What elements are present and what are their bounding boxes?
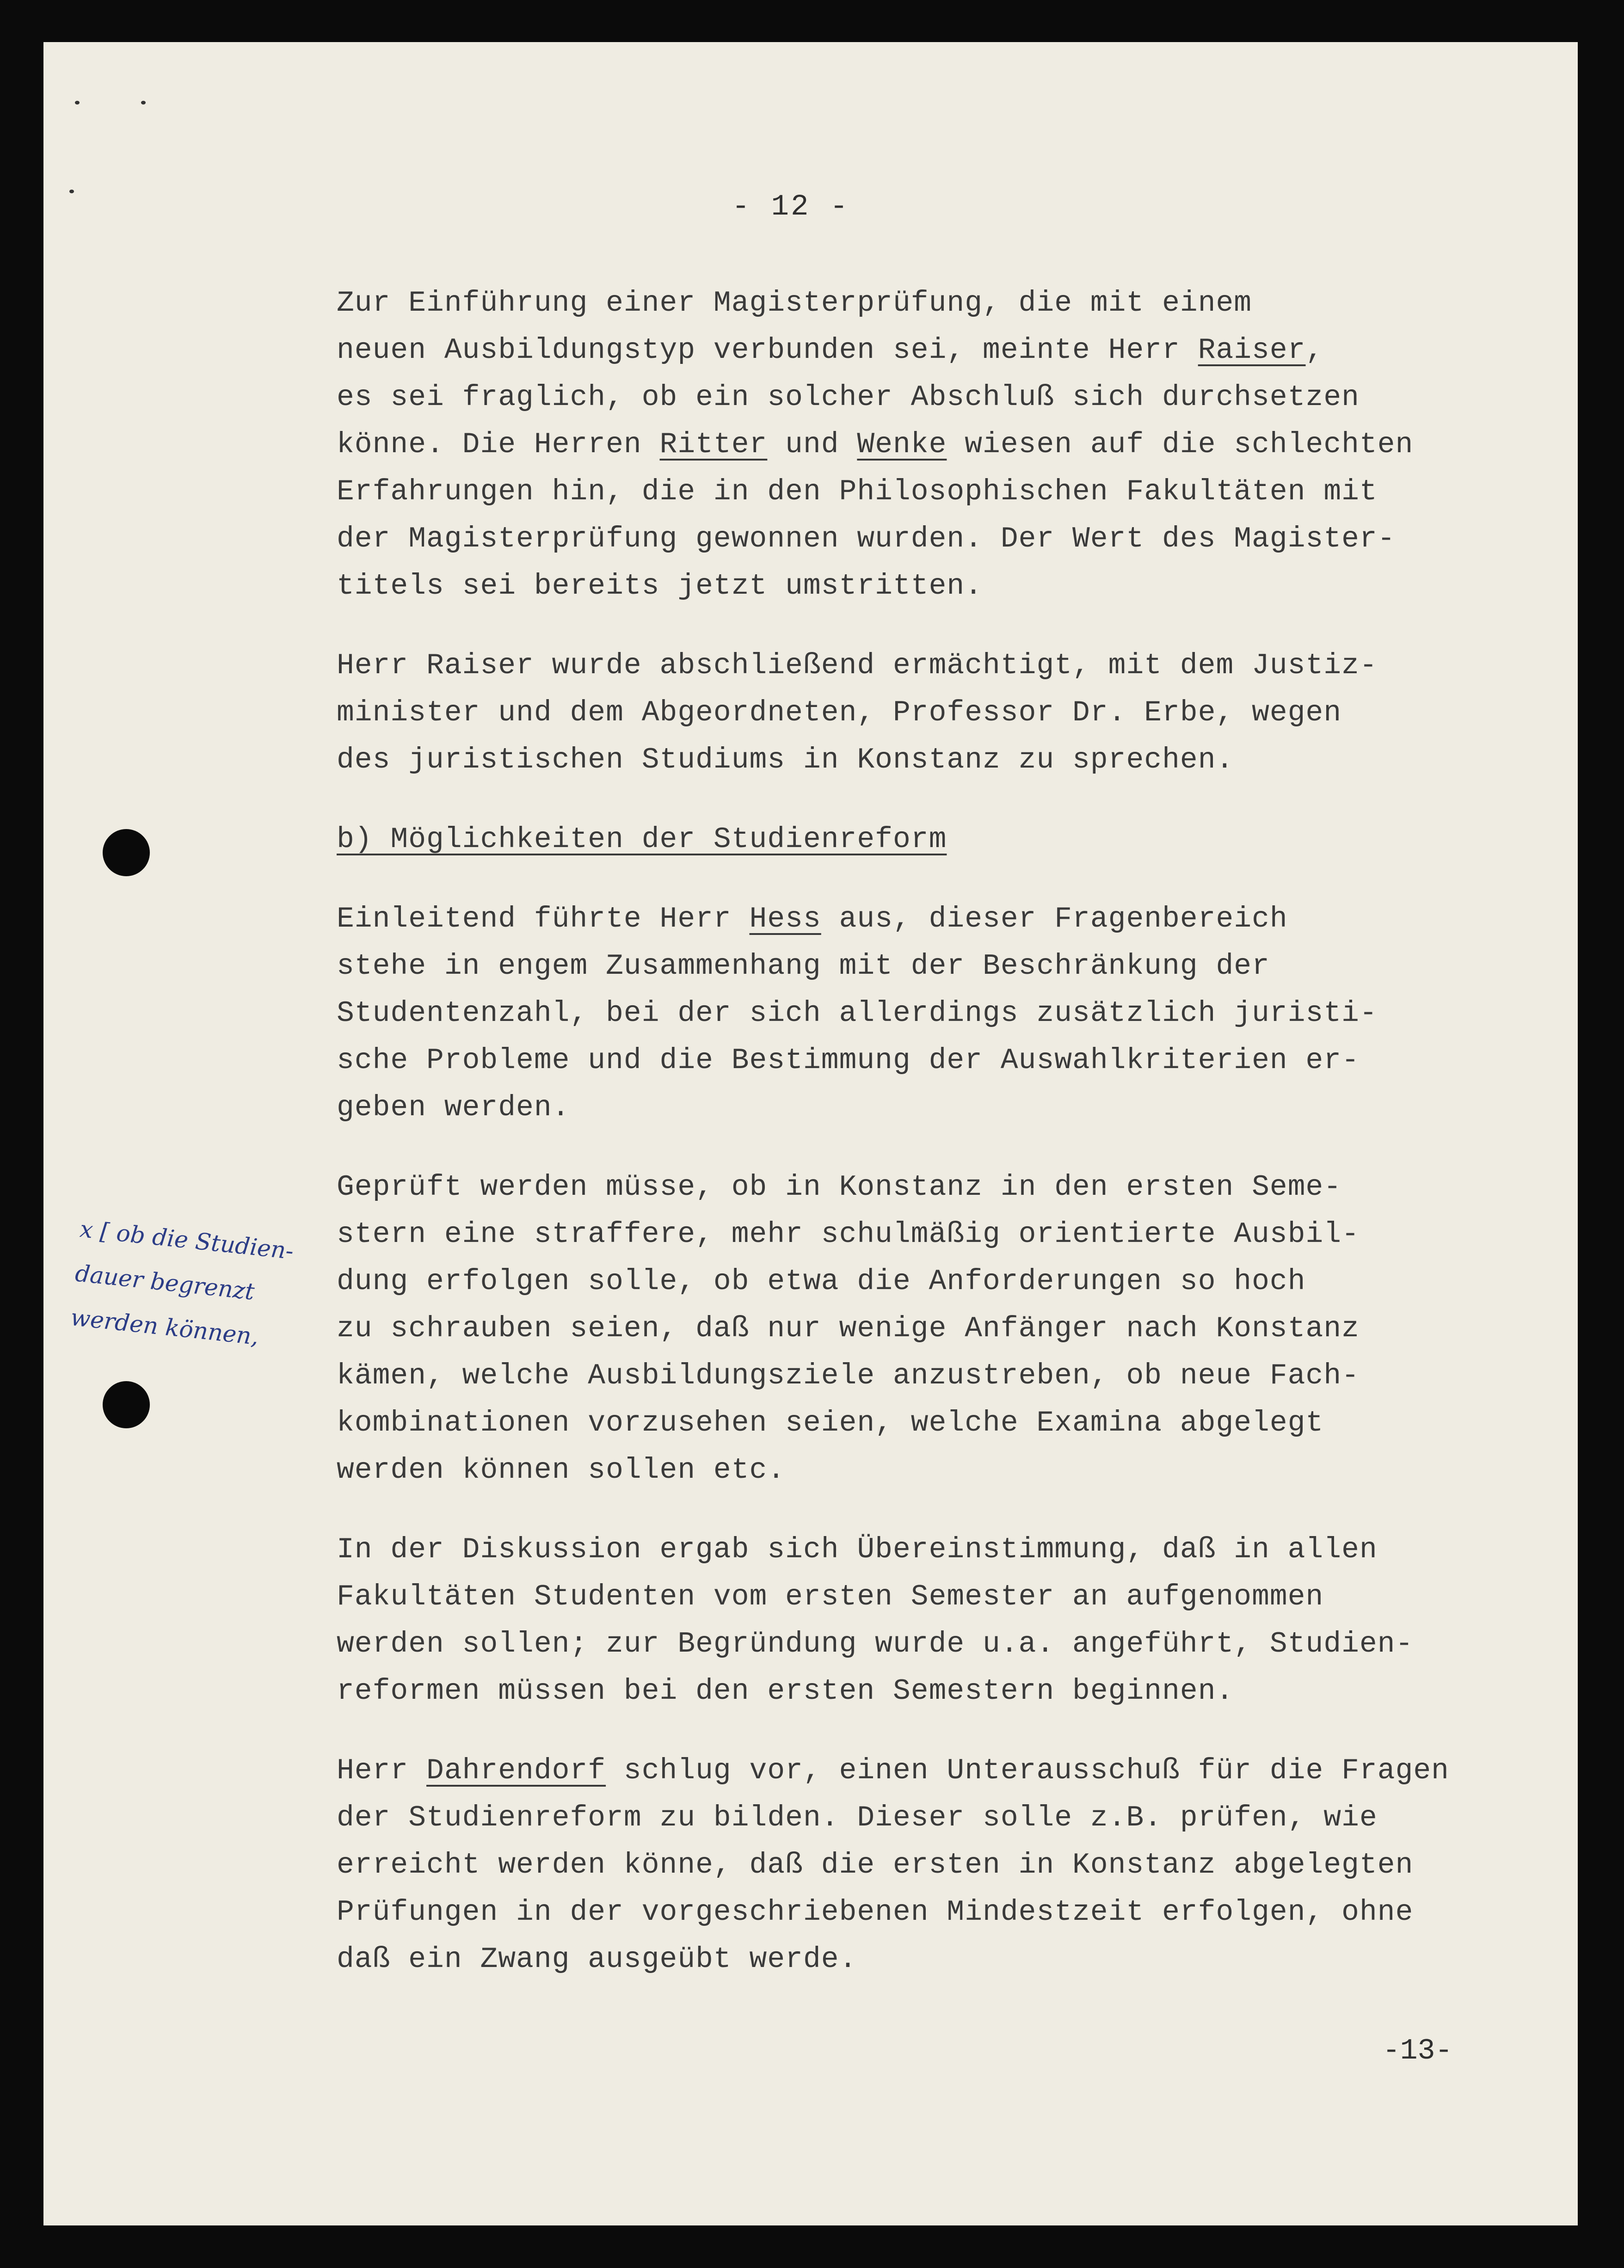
text-line bbox=[337, 1842, 1548, 1889]
margin-note-line: x [ ob die Studien- bbox=[78, 1215, 295, 1265]
text-segment: der Studienreform zu bilden. Dieser solle z.B. prüfen, wie bbox=[337, 1801, 1378, 1834]
text-segment: wiesen auf die schlechten bbox=[947, 428, 1414, 461]
section-heading-block bbox=[337, 816, 1548, 863]
document-body bbox=[337, 280, 1548, 1983]
text-segment: Einleitend führte Herr bbox=[337, 903, 750, 935]
text-line bbox=[337, 943, 1548, 990]
text-line bbox=[337, 737, 1548, 784]
underlined-name: Hess bbox=[749, 903, 821, 935]
text-line bbox=[337, 990, 1548, 1037]
underlined-name: Wenke bbox=[857, 428, 947, 461]
text-segment: Herr bbox=[337, 1754, 427, 1787]
text-line bbox=[337, 1889, 1548, 1936]
paper-speck bbox=[69, 190, 74, 193]
text-segment: Studentenzahl, bei der sich allerdings zusätzlich juristi- bbox=[337, 997, 1378, 1030]
text-segment: werden können sollen etc. bbox=[337, 1454, 786, 1487]
text-segment: Prüfungen in der vorgeschriebenen Mindestzeit erfolgen, ohne bbox=[337, 1896, 1414, 1929]
text-segment: In der Diskussion ergab sich Übereinstimmung, daß in allen bbox=[337, 1533, 1378, 1566]
text-segment: Fakultäten Studenten vom ersten Semester an aufgenommen bbox=[337, 1580, 1324, 1613]
text-line bbox=[337, 1668, 1548, 1715]
text-segment: aus, dieser Fragenbereich bbox=[821, 903, 1288, 935]
text-segment: kämen, welche Ausbildungsziele anzustreben, ob neue Fach- bbox=[337, 1359, 1359, 1392]
text-segment: Zur Einführung einer Magisterprüfung, die mit einem bbox=[337, 287, 1252, 320]
paragraph-gap bbox=[337, 1494, 1548, 1526]
text-segment: könne. Die Herren bbox=[337, 428, 660, 461]
text-segment: schlug vor, einen Unterausschuß für die Fragen bbox=[606, 1754, 1449, 1787]
text-line bbox=[337, 1936, 1548, 1983]
margin-note-line: werden können, bbox=[69, 1303, 260, 1351]
paragraph bbox=[337, 280, 1548, 610]
paragraph-gap bbox=[337, 863, 1548, 896]
text-line bbox=[337, 421, 1548, 468]
text-segment: neuen Ausbildungstyp verbunden sei, meinte Herr bbox=[337, 334, 1198, 367]
text-line bbox=[337, 468, 1548, 516]
text-line bbox=[337, 1258, 1548, 1305]
page-number: - 12 - bbox=[732, 191, 850, 224]
text-line bbox=[337, 1400, 1548, 1447]
paper-speck bbox=[75, 101, 80, 104]
text-line bbox=[337, 374, 1548, 421]
handwritten-margin-note bbox=[68, 1207, 321, 1364]
paragraph bbox=[337, 642, 1548, 784]
underlined-name: Raiser bbox=[1198, 334, 1306, 367]
text-segment: titels sei bereits jetzt umstritten. bbox=[337, 570, 983, 602]
next-page-marker: -13- bbox=[1383, 2034, 1453, 2067]
text-line bbox=[337, 1084, 1548, 1131]
text-segment: es sei fraglich, ob ein solcher Abschluß sich durchsetzen bbox=[337, 381, 1359, 414]
text-line bbox=[337, 1305, 1548, 1352]
underlined-name: Dahrendorf bbox=[426, 1754, 606, 1787]
paragraph-gap bbox=[337, 1715, 1548, 1747]
underlined-name: Ritter bbox=[659, 428, 768, 461]
text-line bbox=[337, 1621, 1548, 1668]
text-segment: Erfahrungen hin, die in den Philosophischen Fakultäten mit bbox=[337, 475, 1378, 508]
paragraph bbox=[337, 1747, 1548, 1983]
text-line bbox=[337, 516, 1548, 563]
paragraph-gap bbox=[337, 610, 1548, 642]
text-line bbox=[337, 1795, 1548, 1842]
paragraph bbox=[337, 1526, 1548, 1715]
punch-hole bbox=[103, 829, 150, 876]
text-segment: kombinationen vorzusehen seien, welche Examina abgelegt bbox=[337, 1407, 1324, 1439]
text-segment: Herr Raiser wurde abschließend ermächtigt, mit dem Justiz- bbox=[337, 649, 1378, 682]
text-segment: , bbox=[1305, 334, 1324, 367]
text-line bbox=[337, 642, 1548, 689]
text-line bbox=[337, 689, 1548, 737]
text-line bbox=[337, 1037, 1548, 1084]
paper-speck bbox=[141, 101, 146, 104]
paragraph bbox=[337, 1164, 1548, 1494]
text-line bbox=[337, 1573, 1548, 1621]
text-segment: daß ein Zwang ausgeübt werde. bbox=[337, 1943, 857, 1976]
margin-note-line: dauer begrenzt bbox=[74, 1260, 256, 1305]
paragraph bbox=[337, 896, 1548, 1131]
text-line bbox=[337, 1747, 1548, 1795]
punch-hole bbox=[103, 1381, 150, 1428]
text-segment: stehe in engem Zusammenhang mit der Beschränkung der bbox=[337, 950, 1270, 983]
text-segment: der Magisterprüfung gewonnen wurden. Der Wert des Magister- bbox=[337, 522, 1396, 555]
paragraph-gap bbox=[337, 1131, 1548, 1164]
text-line bbox=[337, 327, 1548, 374]
text-segment: sche Probleme und die Bestimmung der Auswahlkriterien er- bbox=[337, 1044, 1359, 1077]
text-segment: reformen müssen bei den ersten Semestern beginnen. bbox=[337, 1675, 1234, 1708]
text-line bbox=[337, 1447, 1548, 1494]
text-line bbox=[337, 563, 1548, 610]
text-line bbox=[337, 1164, 1548, 1211]
text-line bbox=[337, 1526, 1548, 1573]
section-heading: b) Möglichkeiten der Studienreform bbox=[337, 823, 947, 856]
text-line bbox=[337, 280, 1548, 327]
text-line bbox=[337, 1211, 1548, 1258]
paragraph-gap bbox=[337, 784, 1548, 816]
text-line bbox=[337, 896, 1548, 943]
text-segment: und bbox=[767, 428, 857, 461]
text-line bbox=[337, 1352, 1548, 1400]
text-segment: geben werden. bbox=[337, 1091, 570, 1124]
text-segment: des juristischen Studiums in Konstanz zu sprechen. bbox=[337, 744, 1234, 776]
text-segment: zu schrauben seien, daß nur wenige Anfänger nach Konstanz bbox=[337, 1312, 1359, 1345]
text-segment: werden sollen; zur Begründung wurde u.a. angeführt, Studien- bbox=[337, 1628, 1414, 1660]
text-segment: stern eine straffere, mehr schulmäßig orientierte Ausbil- bbox=[337, 1218, 1359, 1251]
text-segment: minister und dem Abgeordneten, Professor Dr. Erbe, wegen bbox=[337, 696, 1342, 729]
text-segment: erreicht werden könne, daß die ersten in Konstanz abgelegten bbox=[337, 1849, 1414, 1881]
text-segment: Geprüft werden müsse, ob in Konstanz in den ersten Seme- bbox=[337, 1171, 1342, 1204]
text-segment: dung erfolgen solle, ob etwa die Anforderungen so hoch bbox=[337, 1265, 1306, 1298]
